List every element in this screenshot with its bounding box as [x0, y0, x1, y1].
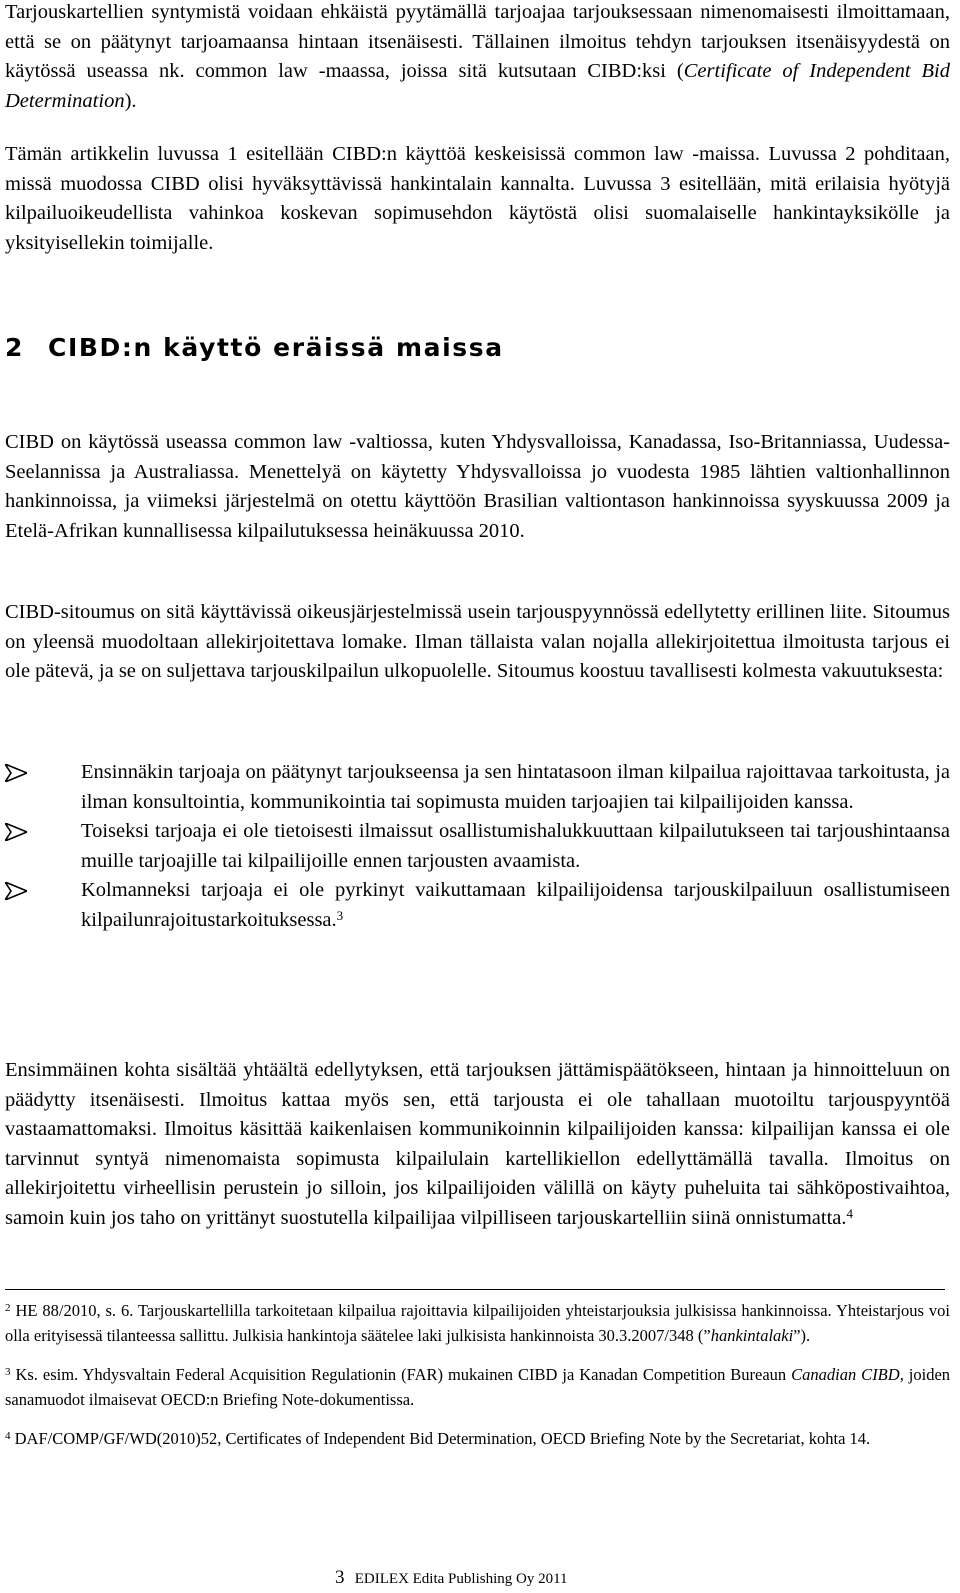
publisher-credit: EDILEX Edita Publishing Oy 2011	[354, 1571, 568, 1587]
list-item: Ensinnäkin tarjoaja on päätynyt tarjoukseensa ja sen hintatasoon ilman kilpailua rajoittavaa tarkoitusta, ja ilman konsultointia, kommunikointia tai sopimusta muiden tarjoajien tai kilpailijoiden kanssa.	[5, 758, 950, 817]
footnote-2: $^2$ HE 88/2010, s. 6. Tarjouskartellilla tarkoitetaan kilpailua rajoittavia kilpailijoiden yhteistarjouksia julkisissa hankinnoissa. Yhteistarjous voi olla erityisessä tilanteessa sallittu. Julkisia hankintoja säätelee laki julkisista hankinnoista 30.3.2007/348 (”hankintalaki”).	[5, 1301, 950, 1345]
arrowhead-bullet-icon	[5, 823, 27, 841]
footnote-4: $^4$ DAF/COMP/GF/WD(2010)52, Certificates of Independent Bid Determination, OECD Briefing Note by the Secretariat, kohta 14.	[5, 1429, 871, 1448]
footnote-separator	[5, 1289, 945, 1290]
footnotes	[5, 1298, 950, 1465]
section-title: CIBD:n käyttö eräissä maissa	[48, 333, 504, 362]
page-number: 3	[335, 1567, 345, 1588]
list-item: Toiseksi tarjoaja ei ole tietoisesti ilmaissut osallistumishalukkuuttaan kilpailutukseen tai tarjoushintaansa muille tarjoajille tai kilpailijoille ennen tarjousten avaamista.	[5, 817, 950, 876]
section-paragraph-2: CIBD-sitoumus on sitä käyttävissä oikeusjärjestelmissä usein tarjouspyynnössä edellytetty erillinen liite. Sitoumus on yleensä muodoltaan allekirjoitettava lomake. Ilman tällaista valan nojalla allekirjoitettua ilmoitusta tarjous ei ole pätevä, ja se on suljettava tarjouskilpailun ulkopuolelle. Sitoumus koostuu tavallisesti kolmesta vakuutuksesta:	[5, 601, 950, 682]
arrowhead-bullet-icon	[5, 764, 27, 782]
section-number: 2	[5, 333, 24, 362]
footnote-3: $^3$ Ks. esim. Yhdysvaltain Federal Acquisition Regulationin (FAR) mukainen CIBD ja Kanadan Competition Bureaun Canadian CIBD, joiden sanamuodot ilmaisevat OECD:n Briefing Note-dokumentissa.	[5, 1365, 951, 1409]
section-paragraph-3: Ensimmäinen kohta sisältää yhtäältä edellytyksen, että tarjouksen jättämispäätökseen, hintaan ja hinnoitteluun on päädytty itsenäisesti. Ilmoitus kattaa myös sen, että tarjousta ei ole tahallaan muotoiltu tarjouspyyntöä vastaamattomaksi. Ilmoitus käsittää kaikenlaisen kommunikoinnin kilpailijoiden kanssa: kilpailijan kanssa ei ole tarvinnut syntyä nimenomaista sopimusta kilpailulain kartellikiellon edellyttämällä tavalla. Ilmoitus on allekirjoitettu virheellisin perustein jo silloin, jos kilpailijoiden välillä on käyty puheluita tai sähköpostivaihtoa, samoin kuin jos taho on yrittänyt suostutella kilpailijaa vilpilliseen tarjouskartelliin siinä onnistumatta.$^4$	[5, 1059, 950, 1229]
document-page	[5, 0, 955, 1593]
section-paragraph-1: CIBD on käytössä useassa common law -valtiossa, kuten Yhdysvalloissa, Kanadassa, Iso-Britanniassa, Uudessa-Seelannissa ja Australiassa. Menettelyä on käytetty Yhdysvalloissa jo vuodesta 1985 lähtien valtionhallinnon hankinnoissa, ja viimeksi järjestelmä on otettu käyttöön Brasilian valtiontason hankinnoissa syyskuussa 2009 ja Etelä-Afrikan kunnallisessa kilpailutuksessa heinäkuussa 2010.	[5, 431, 950, 542]
footnote-ref-4[interactable]: 4	[846, 1205, 854, 1221]
cibd-full-name: Certificate of Independent Bid Determination	[5, 60, 950, 112]
footnote-ref-3[interactable]: 3	[336, 907, 344, 923]
intro-paragraph-1: Tarjouskartellien syntymistä voidaan ehkäistä pyytämällä tarjoajaa tarjouksessaan nimenomaisesti ilmoittamaan, että se on päätynyt tarjoamaansa hintaan itsenäisesti. Tällainen ilmoitus tehdyn tarjouksen itsenäisyydestä on käytössä useassa nk. common law -maassa, joissa sitä kutsutaan CIBD:ksi (Certificate of Independent Bid Determination).	[5, 1, 950, 112]
list-item: Kolmanneksi tarjoaja ei ole pyrkinyt vaikuttamaan kilpailijoidensa tarjouskilpailuun osallistumiseen kilpailunrajoitustarkoituksessa.$^3$	[5, 876, 950, 935]
intro-paragraph-2: Tämän artikkelin luvussa 1 esitellään CIBD:n käyttöä keskeisissä common law -maissa. Luvussa 2 pohditaan, missä muodossa CIBD olisi hyväksyttävissä hankintalain kannalta. Luvussa 3 esitellään, mitä erilaisia hyötyjä kilpailuoikeudellista vahinkoa koskevan sopimusehdon käytöstä olisi suomalaiselle hankintayksikölle ja yksityisellekin toimijalle.	[5, 143, 950, 254]
section-heading	[5, 333, 504, 362]
page-footer	[335, 1567, 568, 1589]
arrowhead-bullet-icon	[5, 882, 27, 900]
declaration-list	[5, 758, 950, 935]
